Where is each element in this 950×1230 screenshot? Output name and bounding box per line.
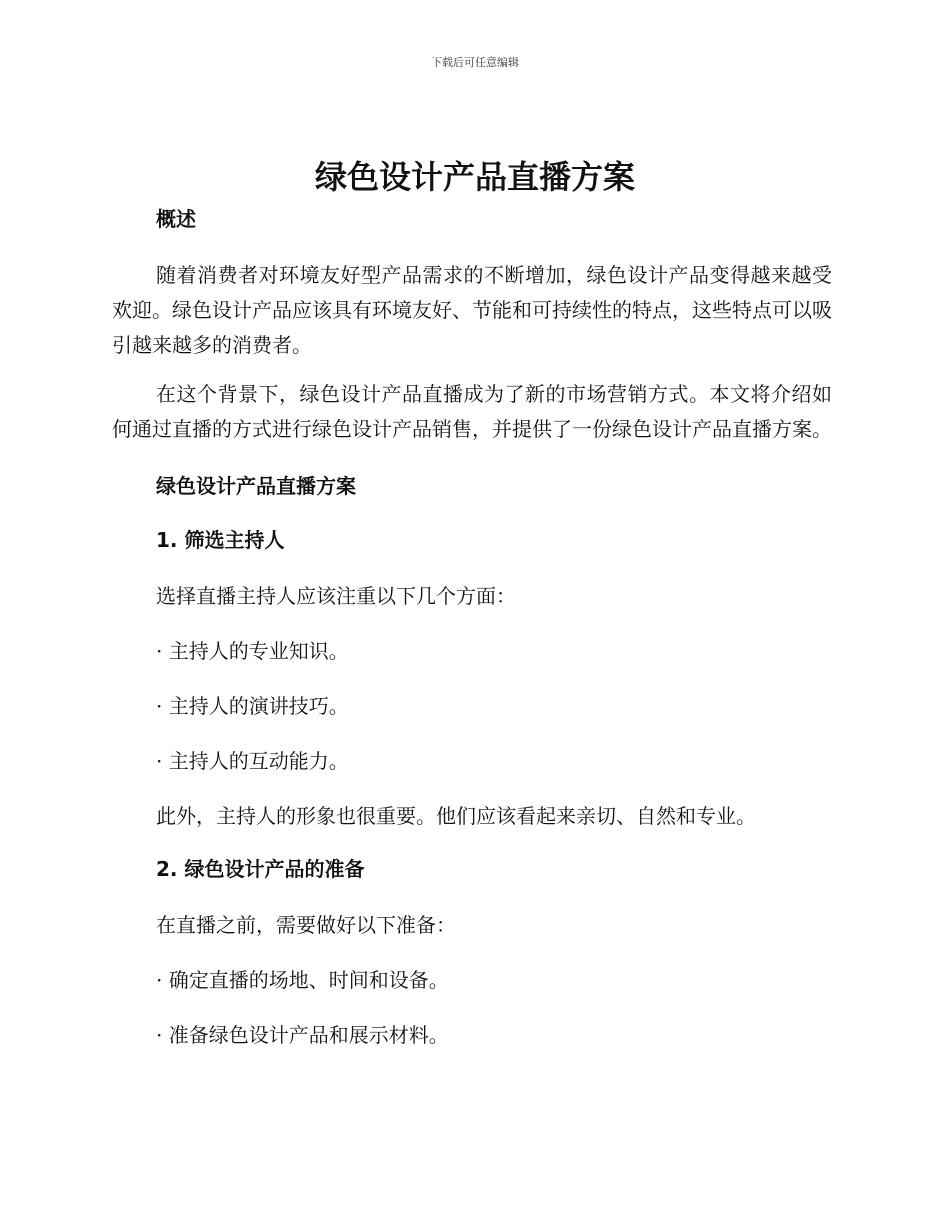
section-2-bullet-1: · 确定直播的场地、时间和设备。 [156, 968, 449, 992]
section-1-intro: 选择直播主持人应该注重以下几个方面： [156, 584, 516, 608]
overview-paragraph-1: 随着消费者对环境友好型产品需求的不断增加，绿色设计产品变得越来越受欢迎。绿色设计产品应该具有环境友好、节能和可持续性的特点，这些特点可以吸引越来越多的消费者。 [112, 263, 832, 357]
overview-paragraph-2: 在这个背景下，绿色设计产品直播成为了新的市场营销方式。本文将介绍如何通过直播的方式进行绿色设计产品销售，并提供了一份绿色设计产品直播方案。 [112, 382, 832, 441]
header-note: 下载后可任意编辑 [431, 56, 519, 69]
section-1-bullet-2: · 主持人的演讲技巧。 [156, 694, 349, 718]
section-1-heading: 1. 筛选主持人 [156, 528, 285, 552]
section-1-bullet-3: · 主持人的互动能力。 [156, 749, 349, 773]
section-2-bullet-2: · 准备绿色设计产品和展示材料。 [156, 1023, 449, 1047]
section-1-outro: 此外，主持人的形象也很重要。他们应该看起来亲切、自然和专业。 [156, 804, 756, 828]
section-2-heading: 2. 绿色设计产品的准备 [156, 857, 365, 881]
page-title: 绿色设计产品直播方案 [314, 158, 635, 196]
plan-heading: 绿色设计产品直播方案 [156, 474, 356, 498]
overview-heading: 概述 [156, 207, 196, 231]
section-2-intro: 在直播之前，需要做好以下准备： [156, 913, 456, 937]
document-body [112, 200, 832, 1053]
section-1-bullet-1: · 主持人的专业知识。 [156, 639, 349, 663]
